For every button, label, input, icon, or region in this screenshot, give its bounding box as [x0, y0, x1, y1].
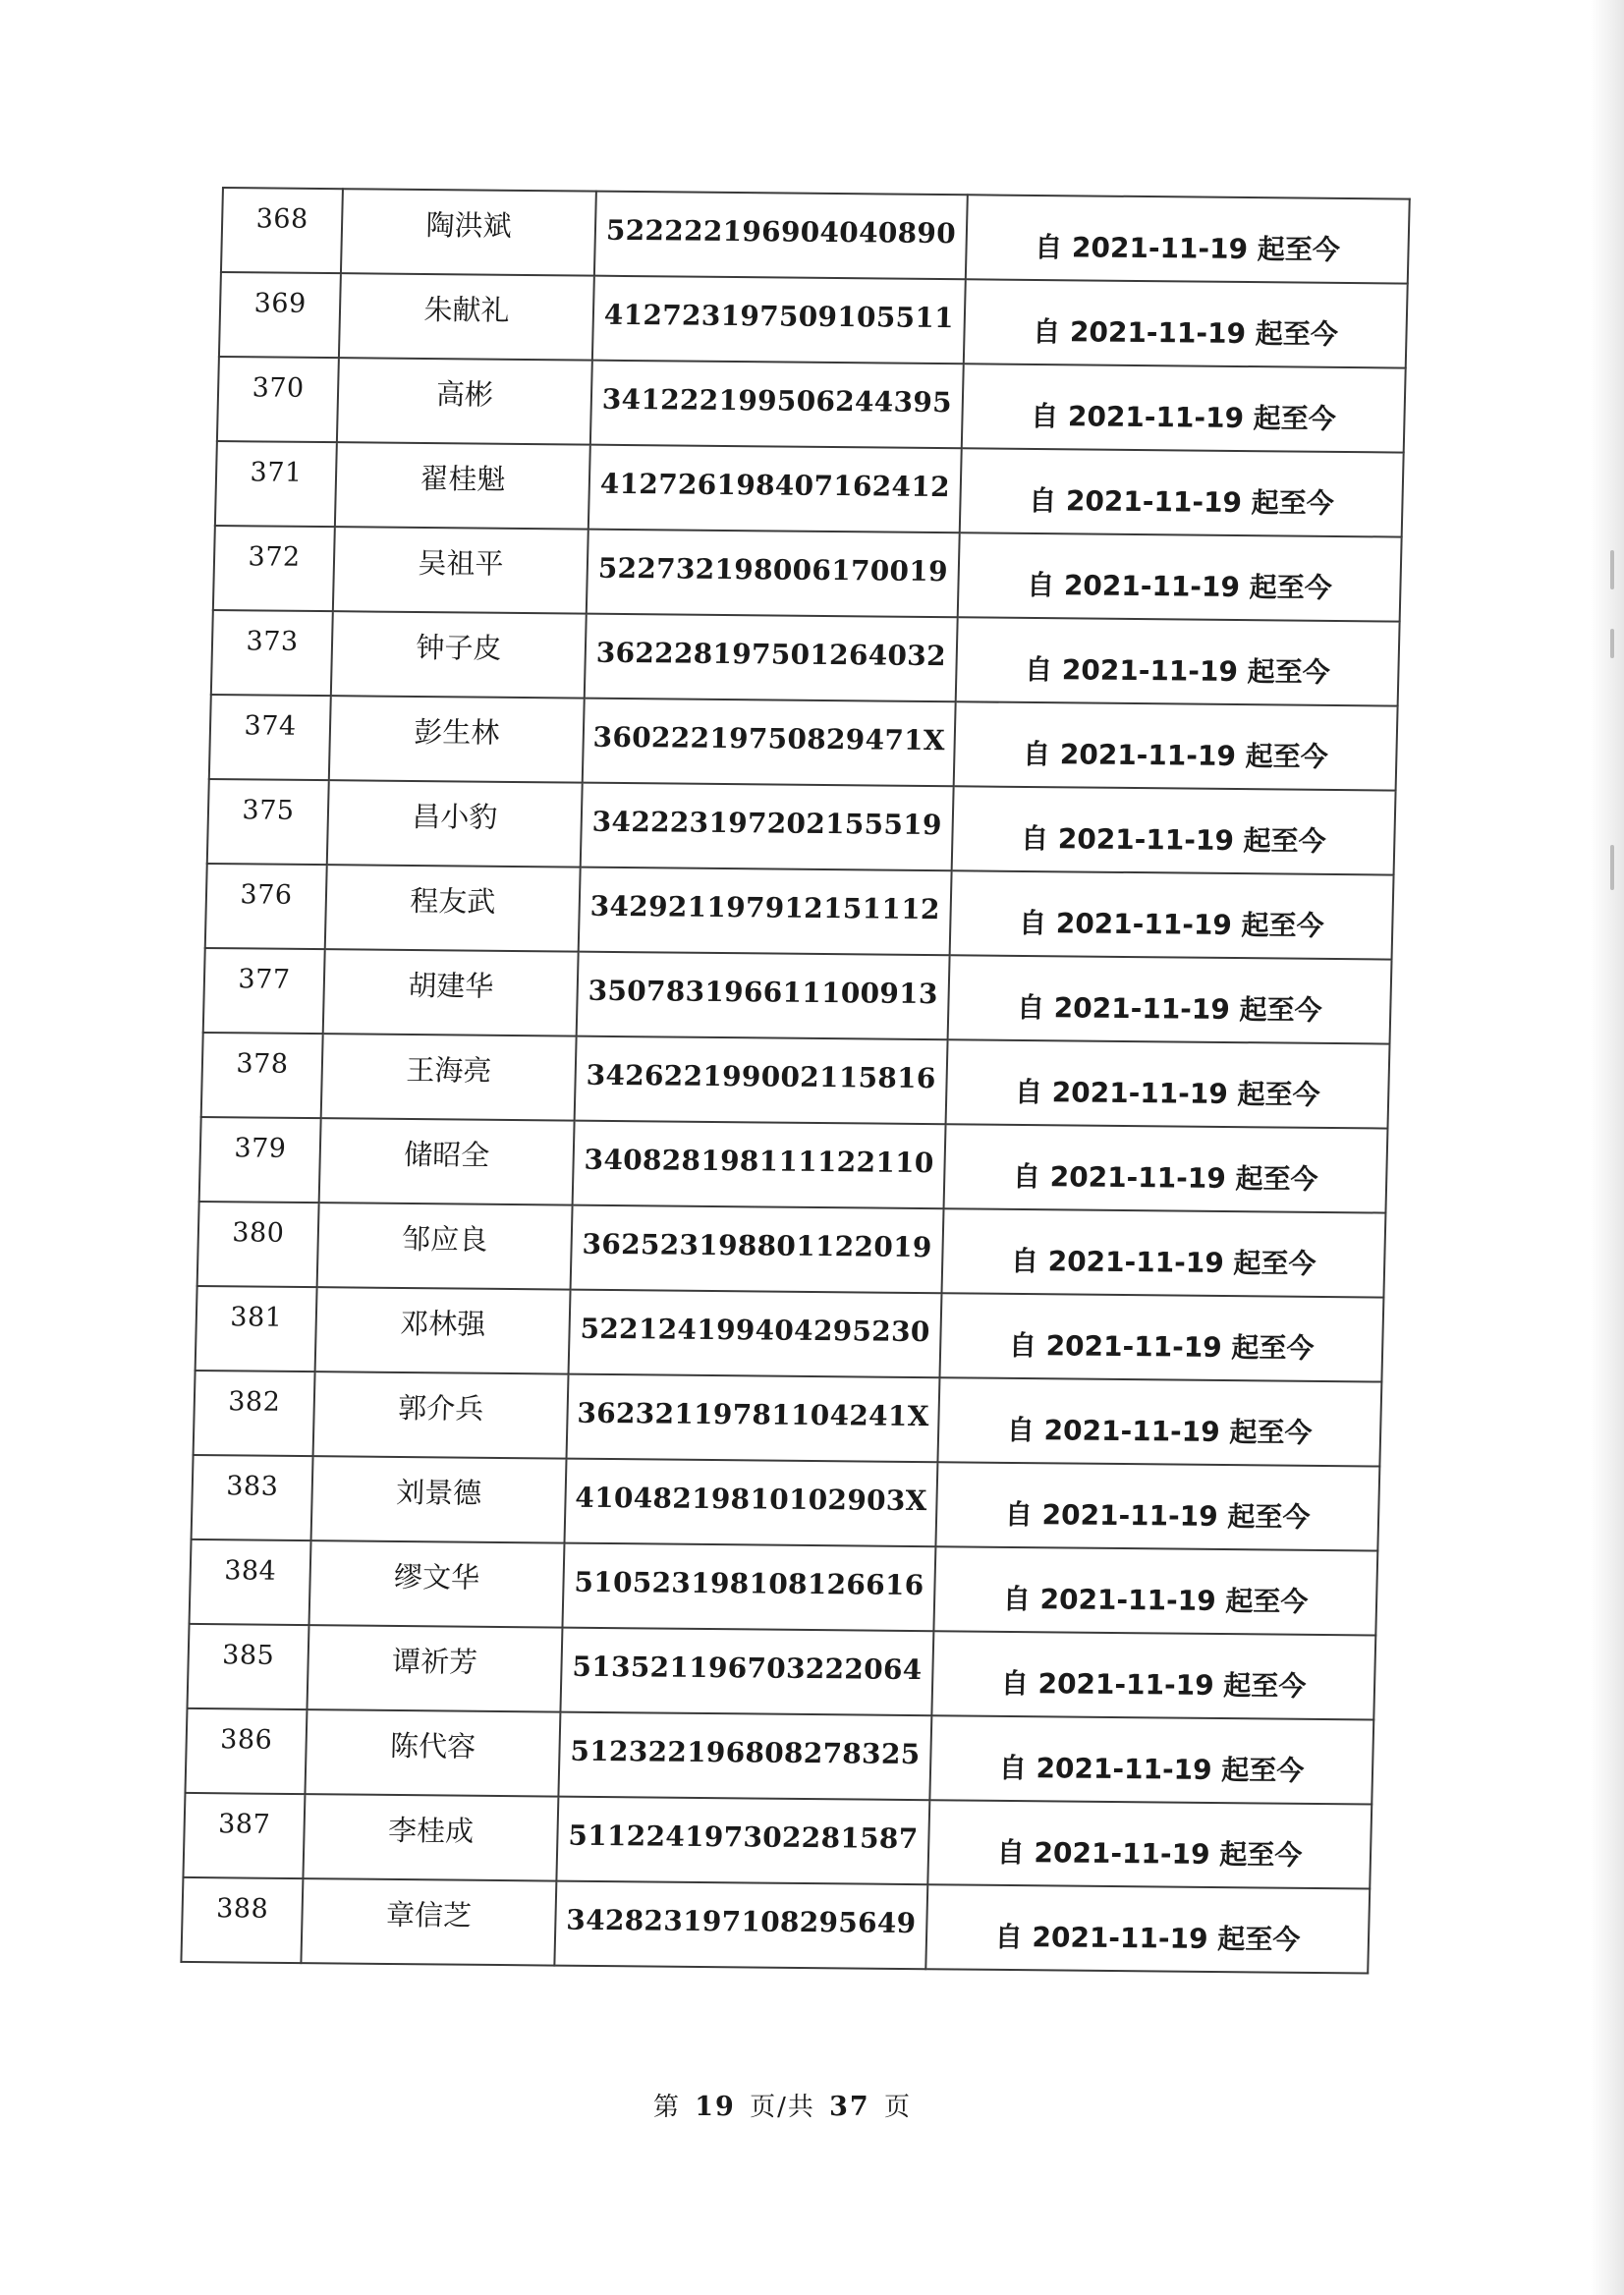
table-row	[213, 526, 1402, 622]
table-row	[209, 695, 1398, 791]
period-cell	[944, 1124, 1388, 1212]
period-cell	[946, 1039, 1390, 1128]
period: 自 2021-11-19 起至今	[1018, 906, 1325, 942]
person-name: 程友武	[409, 883, 496, 919]
row-number: 384	[223, 1554, 277, 1587]
row-number-cell	[190, 1539, 311, 1625]
period-cell	[933, 1546, 1377, 1635]
person-name: 谭祈芳	[391, 1644, 478, 1679]
table-row	[188, 1624, 1376, 1720]
id-number: 362523198801122019	[582, 1227, 933, 1263]
row-number: 370	[252, 371, 306, 404]
person-name: 吴祖平	[418, 545, 504, 581]
period-cell	[927, 1800, 1372, 1888]
table-row	[215, 441, 1404, 537]
period: 自 2021-11-19 起至今	[1030, 399, 1337, 435]
roster-table-body	[181, 188, 1409, 1974]
edge-mark	[1610, 845, 1614, 890]
id-number-cell	[579, 868, 952, 956]
id-number-cell	[558, 1712, 931, 1801]
person-name-cell	[305, 1709, 560, 1796]
period-cell	[958, 532, 1402, 621]
id-number: 513521196703222064	[572, 1650, 923, 1686]
period: 自 2021-11-19 起至今	[998, 1751, 1305, 1787]
period-cell	[952, 786, 1396, 874]
period-cell	[948, 955, 1392, 1043]
row-number-cell	[188, 1624, 309, 1709]
person-name: 章信芝	[385, 1897, 473, 1932]
period-cell	[960, 448, 1404, 536]
id-number-cell	[567, 1374, 940, 1463]
row-number-cell	[196, 1286, 317, 1371]
footer-suffix: 页	[883, 2093, 912, 2122]
period-cell	[939, 1293, 1383, 1381]
person-name: 李桂成	[387, 1813, 475, 1848]
id-number: 350783196611100913	[588, 974, 939, 1010]
person-name-cell	[311, 1456, 567, 1542]
period-cell	[929, 1715, 1373, 1804]
table-row	[192, 1455, 1380, 1551]
table-row	[196, 1286, 1384, 1382]
row-number: 376	[240, 878, 293, 911]
person-name: 陶洪斌	[425, 207, 512, 243]
id-number: 522222196904040890	[605, 213, 957, 250]
id-number-cell	[554, 1881, 927, 1970]
period: 自 2021-11-19 起至今	[1008, 1328, 1315, 1365]
edge-mark	[1610, 550, 1614, 589]
id-number-cell	[583, 699, 956, 787]
table-row	[203, 948, 1392, 1044]
row-number: 379	[234, 1132, 287, 1164]
id-number: 342921197912151112	[589, 889, 941, 925]
id-number: 512322196808278325	[570, 1734, 921, 1770]
row-number: 377	[238, 963, 291, 995]
person-name-cell	[307, 1625, 562, 1711]
row-number: 381	[230, 1301, 283, 1333]
edge-mark	[1610, 629, 1614, 658]
period: 自 2021-11-19 起至今	[1026, 568, 1333, 604]
person-name: 高彬	[435, 376, 494, 412]
row-number-cell	[201, 1033, 323, 1118]
scanned-page-edge	[1591, 0, 1624, 2295]
footer-middle: 页/共	[750, 2093, 815, 2122]
person-name: 邹应良	[401, 1221, 488, 1257]
person-name: 郭介兵	[397, 1390, 484, 1426]
row-number-cell	[213, 526, 335, 611]
total-page-count: 37	[829, 2092, 870, 2122]
period: 自 2021-11-19 起至今	[1028, 483, 1335, 520]
row-number: 382	[227, 1385, 281, 1418]
row-number: 371	[250, 456, 304, 488]
period: 自 2021-11-19 起至今	[1004, 1497, 1311, 1534]
row-number-cell	[194, 1371, 315, 1456]
period-cell	[941, 1208, 1385, 1297]
person-name: 胡建华	[407, 968, 494, 1003]
period-cell	[966, 195, 1410, 283]
id-number: 522124199404295230	[580, 1312, 931, 1348]
person-name: 缪文华	[393, 1559, 480, 1595]
period: 自 2021-11-19 起至今	[1020, 821, 1327, 858]
page-footer	[0, 2087, 1595, 2123]
period: 自 2021-11-19 起至今	[1014, 1075, 1320, 1111]
person-name-cell	[313, 1371, 569, 1458]
person-name: 邓林强	[399, 1306, 486, 1341]
id-number: 342622199002115816	[586, 1058, 937, 1094]
row-number-cell	[221, 188, 343, 273]
person-name-cell	[301, 1878, 556, 1965]
table-row	[199, 1117, 1388, 1213]
person-name-cell	[337, 358, 592, 444]
row-number-cell	[183, 1793, 305, 1878]
roster-table	[180, 187, 1410, 1975]
period: 自 2021-11-19 起至今	[1006, 1413, 1313, 1449]
table-row	[197, 1202, 1386, 1298]
person-name: 翟桂魁	[420, 461, 506, 496]
id-number-cell	[562, 1543, 935, 1632]
row-number: 386	[219, 1723, 273, 1756]
id-number-cell	[564, 1459, 937, 1547]
id-number: 522732198006170019	[597, 551, 949, 588]
row-number-cell	[219, 272, 341, 358]
period-cell	[925, 1884, 1370, 1973]
id-number-cell	[556, 1797, 929, 1885]
table-row	[185, 1708, 1373, 1805]
id-number: 342223197202155519	[591, 805, 943, 841]
row-number: 374	[244, 709, 297, 742]
id-number: 340828198111122110	[584, 1143, 935, 1179]
table-row	[201, 1033, 1390, 1129]
row-number-cell	[203, 948, 325, 1034]
period-cell	[954, 701, 1398, 790]
id-number: 36022219750829471X	[592, 720, 946, 756]
person-name: 刘景德	[395, 1475, 482, 1510]
person-name-cell	[317, 1203, 573, 1289]
row-number: 375	[242, 794, 295, 826]
row-number: 372	[248, 540, 302, 573]
person-name-cell	[329, 696, 585, 782]
id-number: 511224197302281587	[568, 1819, 919, 1855]
period-cell	[937, 1377, 1381, 1466]
person-name-cell	[331, 611, 587, 698]
id-number-cell	[590, 361, 964, 449]
person-name-cell	[321, 1034, 577, 1120]
table-row	[221, 188, 1410, 284]
id-number-cell	[594, 192, 968, 280]
id-number-cell	[587, 530, 960, 618]
table-row	[181, 1877, 1370, 1974]
person-name-cell	[325, 865, 581, 951]
person-name: 彭生林	[414, 714, 500, 750]
row-number-cell	[215, 441, 337, 527]
row-number-cell	[207, 779, 329, 865]
table-row	[207, 779, 1396, 875]
person-name: 昌小豹	[412, 799, 498, 834]
id-number: 41048219810102903X	[575, 1481, 928, 1517]
id-number-cell	[560, 1628, 933, 1716]
person-name: 朱献礼	[423, 292, 510, 327]
table-row	[211, 610, 1400, 706]
row-number: 373	[246, 625, 299, 657]
person-name: 储昭全	[403, 1137, 490, 1172]
row-number-cell	[217, 357, 339, 442]
row-number-cell	[209, 695, 331, 780]
row-number-cell	[185, 1708, 307, 1794]
period: 自 2021-11-19 起至今	[1016, 990, 1322, 1027]
row-number-cell	[199, 1117, 321, 1203]
person-name-cell	[315, 1287, 571, 1373]
person-name-cell	[327, 780, 583, 867]
person-name-cell	[339, 273, 594, 360]
row-number: 383	[225, 1470, 279, 1502]
row-number: 378	[236, 1047, 289, 1080]
footer-prefix: 第	[652, 2093, 681, 2122]
period: 自 2021-11-19 起至今	[1032, 314, 1339, 351]
person-name-cell	[319, 1118, 575, 1204]
table-row	[194, 1371, 1382, 1467]
period-cell	[956, 617, 1400, 705]
period-cell	[931, 1631, 1375, 1719]
id-number-cell	[588, 445, 962, 533]
id-number-cell	[573, 1121, 946, 1209]
id-number-cell	[569, 1290, 942, 1378]
period-cell	[964, 279, 1408, 367]
period: 自 2021-11-19 起至今	[1022, 737, 1329, 773]
period: 自 2021-11-19 起至今	[994, 1920, 1301, 1956]
row-number-cell	[211, 610, 333, 696]
period: 自 2021-11-19 起至今	[1012, 1159, 1318, 1196]
id-number-cell	[571, 1205, 944, 1294]
row-number-cell	[197, 1202, 319, 1287]
id-number: 342823197108295649	[566, 1903, 917, 1939]
table-row	[219, 272, 1408, 368]
table-row	[183, 1793, 1372, 1889]
person-name-cell	[303, 1794, 558, 1880]
period-cell	[950, 870, 1394, 959]
table-row	[217, 357, 1406, 453]
person-name: 陈代容	[389, 1728, 476, 1763]
id-number: 510523198108126616	[574, 1565, 924, 1601]
period: 自 2021-11-19 起至今	[1000, 1666, 1307, 1703]
row-number: 387	[217, 1808, 271, 1840]
row-number: 368	[255, 202, 309, 235]
person-name-cell	[309, 1540, 565, 1627]
id-number: 36232119781104241X	[577, 1396, 930, 1432]
roster-table-container	[180, 187, 1400, 1974]
row-number: 380	[232, 1216, 285, 1249]
id-number: 412723197509105511	[603, 298, 955, 334]
id-number: 412726198407162412	[599, 467, 951, 503]
period: 自 2021-11-19 起至今	[996, 1835, 1303, 1872]
person-name: 钟子皮	[416, 630, 502, 665]
row-number-cell	[181, 1877, 303, 1963]
row-number: 369	[253, 287, 308, 319]
period-cell	[935, 1462, 1379, 1550]
period: 自 2021-11-19 起至今	[1024, 652, 1331, 689]
person-name-cell	[333, 527, 588, 613]
current-page-number: 19	[695, 2092, 736, 2122]
person-name-cell	[323, 949, 579, 1036]
person-name-cell	[341, 189, 596, 275]
period: 自 2021-11-19 起至今	[1002, 1582, 1309, 1618]
id-number-cell	[575, 1036, 948, 1125]
table-row	[205, 864, 1394, 960]
row-number: 385	[221, 1639, 275, 1671]
person-name-cell	[335, 442, 590, 529]
row-number-cell	[205, 864, 327, 949]
id-number-cell	[592, 276, 966, 364]
person-name: 王海亮	[405, 1052, 492, 1088]
id-number-cell	[581, 783, 954, 871]
row-number-cell	[192, 1455, 313, 1540]
period-cell	[962, 364, 1406, 452]
period: 自 2021-11-19 起至今	[1010, 1244, 1316, 1280]
table-row	[190, 1539, 1378, 1636]
period: 自 2021-11-19 起至今	[1034, 230, 1341, 266]
id-number: 341222199506244395	[601, 382, 953, 419]
id-number-cell	[585, 614, 958, 702]
id-number: 362228197501264032	[595, 636, 947, 672]
id-number-cell	[577, 952, 950, 1040]
row-number: 388	[215, 1892, 269, 1925]
